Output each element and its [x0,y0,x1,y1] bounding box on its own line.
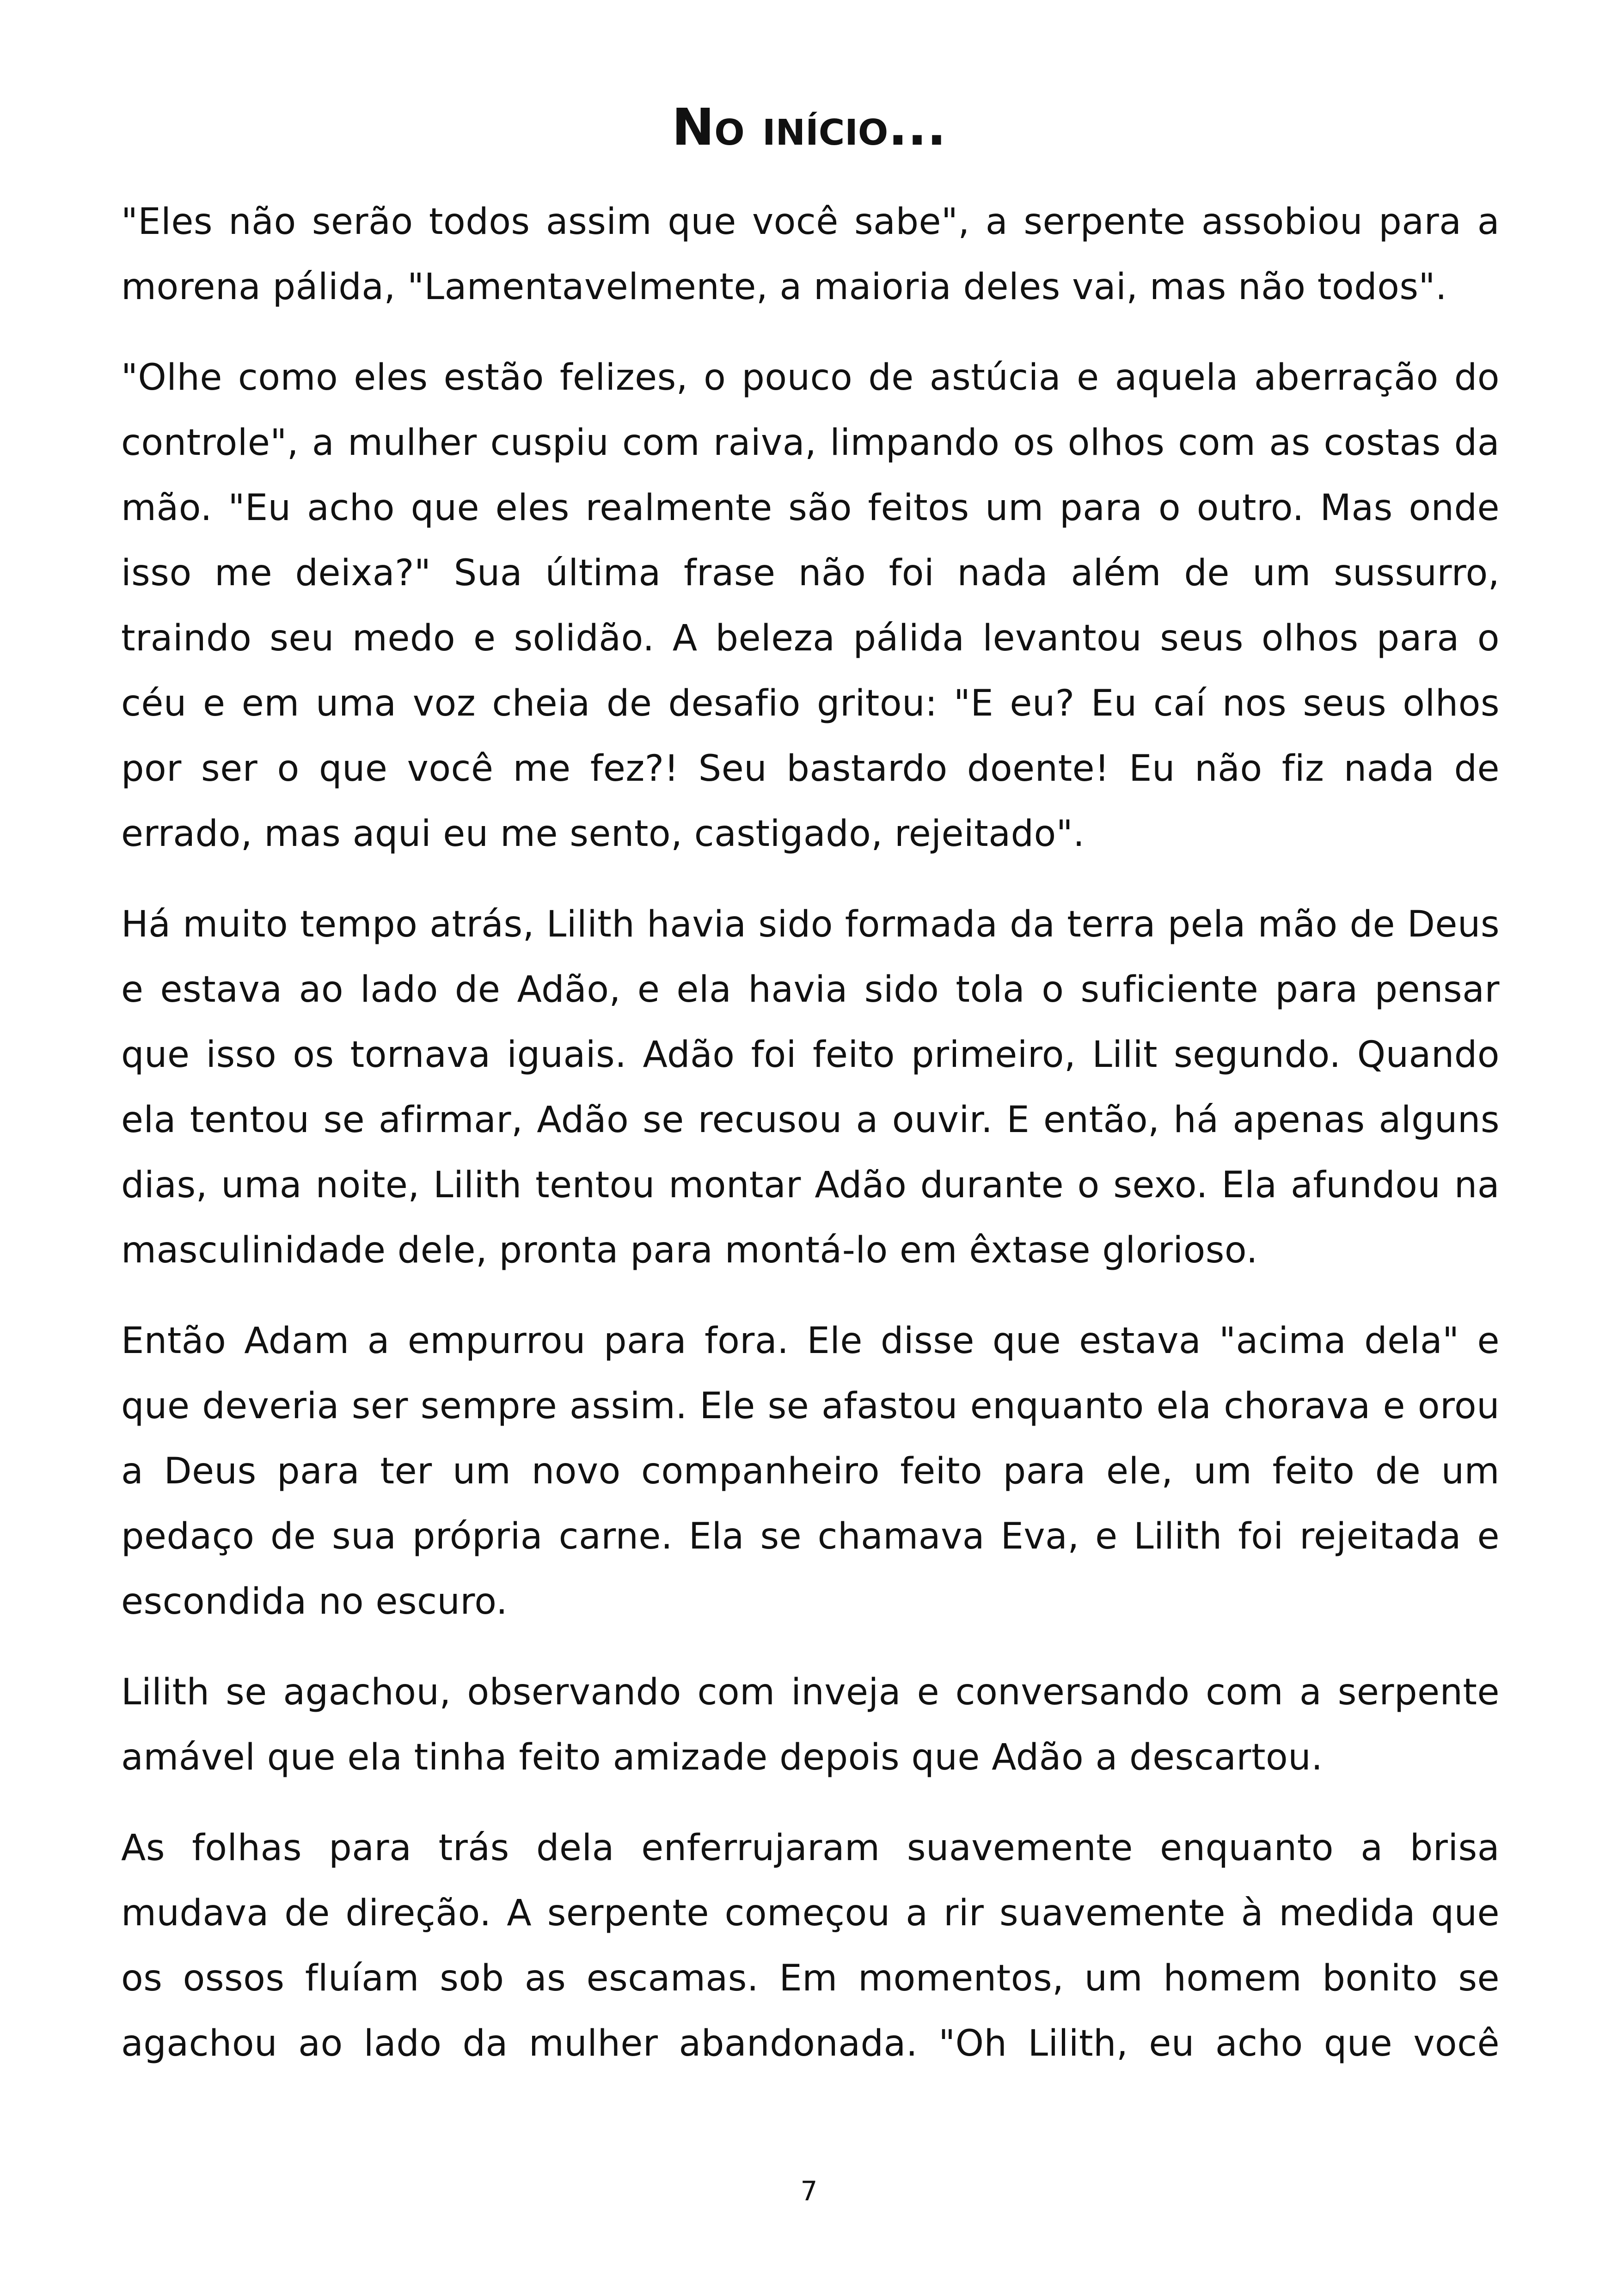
paragraph: Lilith se agachou, observando com inveja e conversando com a serpente amável que ela tinha feito amizade depois que Adão a descartou. [121,1671,1500,1778]
paragraph-last: As folhas para trás dela enferrujaram suavemente enquanto a brisa mudava de direção. A serpente começou a rir suavemente à medida que os ossos fluíam sob as escamas. Em momentos, um homem bonito se agachou ao lado da mulher abandonada. "Oh Lilith, eu acho que você [121,1827,1500,2064]
paragraph: Então Adam a empurrou para fora. Ele disse que estava "acima dela" e que deveria ser sempre assim. Ele se afastou enquanto ela chorava e orou a Deus para ter um novo companheiro feito para ele, um feito de um pedaço de sua própria carne. Ela se chamava Eva, e Lilith foi rejeitada e escondida no escuro. [121,1320,1500,1623]
chapter-title [0,92,1618,162]
paragraph: "Olhe como eles estão felizes, o pouco de astúcia e aquela aberração do controle", a mulher cuspiu com raiva, limpando os olhos com as costas da mão. "Eu acho que eles realmente são feitos um para o outro. Mas onde isso me deixa?" Sua última frase não foi nada além de um sussurro, traindo seu medo e solidão. A beleza pálida levantou seus olhos para o céu e em uma voz cheia de desafio gritou: "E eu? Eu caí nos seus olhos por ser o que você me fez?! Seu bastardo doente! Eu não fiz nada de errado, mas aqui eu me sento, castigado, rejeitado". [121,357,1500,855]
chapter-title-text: No início... [672,98,946,157]
paragraph: Há muito tempo atrás, Lilith havia sido formada da terra pela mão de Deus e estava ao lado de Adão, e ela havia sido tola o suficiente para pensar que isso os tornava iguais. Adão foi feito primeiro, Lilit segundo. Quando ela tentou se afirmar, Adão se recusou a ouvir. E então, há apenas alguns dias, uma noite, Lilith tentou montar Adão durante o sexo. Ela afundou na masculinidade dele, pronta para montá-lo em êxtase glorioso. [121,904,1500,1271]
page-number: 7 [800,2175,818,2207]
body-text [121,190,1500,2102]
paragraph: "Eles não serão todos assim que você sabe", a serpente assobiou para a morena pálida, "Lamentavelmente, a maioria deles vai, mas não todos". [121,201,1500,308]
